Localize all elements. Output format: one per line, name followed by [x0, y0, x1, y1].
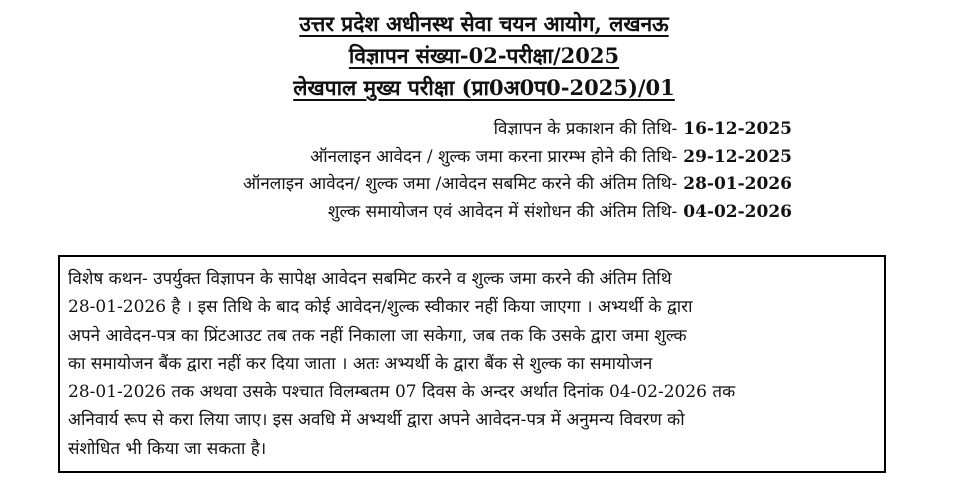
special-notice-box: [58, 255, 886, 473]
commission-title: उत्तर प्रदेश अधीनस्थ सेवा चयन आयोग, लखनऊ: [299, 11, 669, 36]
date-label: ऑनलाइन आवेदन/ शुल्क जमा /आवेदन सबमिट करने की अंतिम तिथि-: [242, 174, 678, 194]
date-label: ऑनलाइन आवेदन / शुल्क जमा करना प्रारम्भ होने की तिथि-: [310, 146, 678, 167]
date-value: 16-12-2025: [683, 119, 792, 139]
date-row-application-start: [243, 144, 792, 172]
special-notice-text: विशेष कथन- उपर्युक्त विज्ञापन के सापेक्ष आवेदन सबमिट करने व शुल्क जमा करने की अंतिम तिथि 28-01-2026 है । इस तिथि के बाद कोई आवेदन/शुल्क स्वीकार नहीं किया जाएगा । अभ्यर्थी के द्वारा अपने आवेदन-पत्र का प्रिंटआउट तब तक नहीं निकाला जा सकेगा, जब तक कि उसके द्वारा जमा शुल्क का समायोजन बैंक द्वारा नहीं कर दिया जाता । अतः अभ्यर्थी के द्वारा बैंक से शुल्क का समायोजन 28-01-2026 तक अथवा उसके पश्चात विलम्बतम 07 दिवस के अन्दर अर्थात दिनांक 04-02-2026 तक अनिवार्य रूप से करा लिया जाए। इस अवधि में अभ्यर्थी द्वारा अपने आवेदन-पत्र में अनुमन्य विवरण को संशोधित भी किया जा सकता है।: [68, 269, 736, 459]
date-row-publication: [243, 116, 792, 144]
date-row-fee-reconciliation: [243, 199, 792, 227]
date-row-application-last: [243, 171, 792, 199]
date-label: विज्ञापन के प्रकाशन की तिथि-: [493, 119, 678, 139]
date-value: 28-01-2026: [683, 174, 792, 194]
exam-name: लेखपाल मुख्य परीक्षा (प्रा0अ0प0-2025)/01: [293, 75, 675, 100]
date-value: 04-02-2026: [683, 201, 792, 222]
advertisement-number: विज्ञापन संख्या-02-परीक्षा/2025: [348, 43, 620, 68]
date-value: 29-12-2025: [683, 146, 792, 167]
important-dates: [243, 116, 792, 226]
date-label: शुल्क समायोजन एवं आवेदन में संशोधन की अंतिम तिथि-: [327, 201, 678, 222]
document-header: [0, 8, 968, 104]
